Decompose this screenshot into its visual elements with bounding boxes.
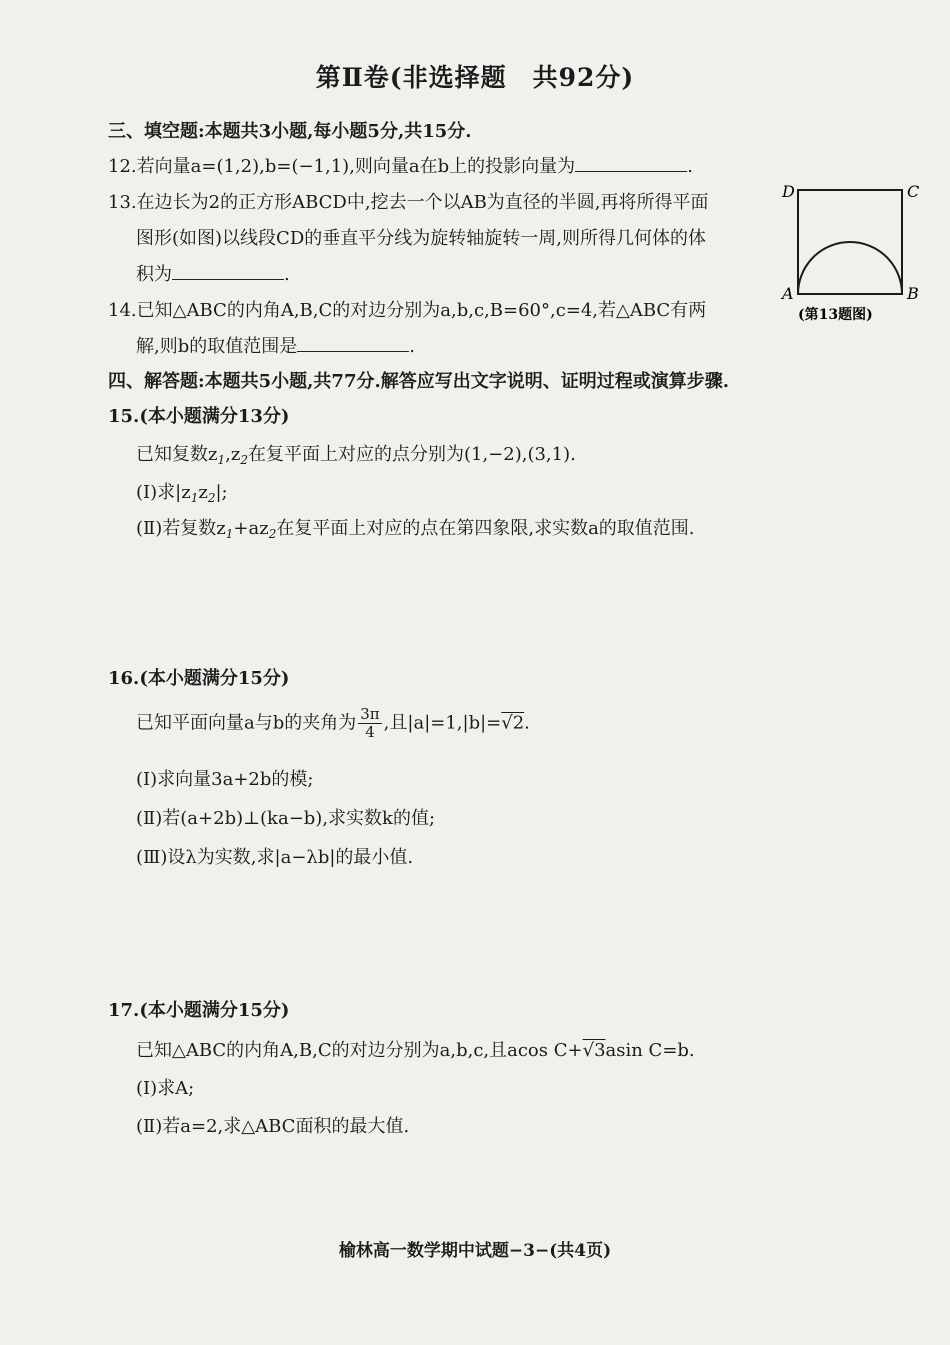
q15-part-1: (Ⅰ)求$|z_1z_2|$; xyxy=(136,482,228,505)
q15-p1-a: (Ⅰ)求|z xyxy=(136,482,191,503)
question-12 xyxy=(108,152,693,178)
q16-part-2: (Ⅱ)若(a+2b)⊥(ka−b),求实数k的值; xyxy=(136,808,436,829)
q13-text-3: 积为 xyxy=(136,264,172,285)
question-14-line-1 xyxy=(108,296,706,322)
q13-end: . xyxy=(284,264,290,285)
q16-intro xyxy=(136,706,530,741)
q17-intro-b: asin C=b. xyxy=(605,1040,695,1061)
q17-part-2: (Ⅱ)若a=2,求△ABC面积的最大值. xyxy=(136,1116,410,1137)
page-footer: 榆林高一数学期中试题−3−(共4页) xyxy=(338,1241,612,1261)
q12-text: 若向量a=(1,2),b=(−1,1),则向量a在b上的投影向量为 xyxy=(136,156,576,177)
label-B: B xyxy=(907,284,919,303)
label-C: C xyxy=(907,182,920,201)
q16-fraction: $\frac{3\pi}{4}$ xyxy=(360,705,380,741)
q16-part-3: (Ⅲ)设λ为实数,求|a−λb|的最小值. xyxy=(136,847,414,868)
q15-intro-c: 在复平面上对应的点分别为(1,−2),(3,1). xyxy=(247,444,576,465)
section-3-header: 三、填空题:本题共3小题,每小题5分,共15分. xyxy=(108,121,472,142)
label-D: D xyxy=(782,182,795,201)
question-13-line-2: 图形(如图)以线段CD的垂直平分线为旋转轴旋转一周,则所得几何体的体 xyxy=(136,228,706,249)
q16-part-1: (Ⅰ)求向量3a+2b的模; xyxy=(136,769,314,790)
q15-p2-a: (Ⅱ)若复数z xyxy=(136,518,226,539)
q17-intro xyxy=(136,1036,695,1062)
q16-intro-a: 已知平面向量a与b的夹角为 xyxy=(136,712,357,734)
q15-intro-a: 已知复数z xyxy=(136,444,218,465)
q15-intro-b: ,z xyxy=(225,444,241,465)
q13-figure xyxy=(776,178,926,326)
q15-p2-c: 在复平面上对应的点在第四象限,求实数a的取值范围. xyxy=(276,518,695,539)
q16-sqrt: √2 xyxy=(501,712,525,734)
q17-part-1: (Ⅰ)求A; xyxy=(136,1078,195,1099)
q12-answer-blank[interactable] xyxy=(575,153,687,172)
semicircle-arc xyxy=(798,242,902,294)
q14-number: 14. xyxy=(108,300,137,321)
label-A: A xyxy=(782,284,794,303)
q15-p2-b: +az xyxy=(233,518,269,539)
q15-p1-b: z xyxy=(198,482,208,503)
q13-text-1: 在边长为2的正方形ABCD中,挖去一个以AB为直径的半圆,再将所得平面 xyxy=(136,192,709,213)
q12-end: . xyxy=(687,156,693,177)
q13-number: 13. xyxy=(108,192,137,213)
question-13-line-1 xyxy=(108,188,709,214)
q16-heading: 16.(本小题满分15分) xyxy=(108,668,290,689)
q16-intro-b: ,且|a|=1,|b|= xyxy=(383,712,502,734)
figure-caption: (第13题图) xyxy=(798,307,873,323)
q12-number: 12. xyxy=(108,156,137,177)
q17-intro-a: 已知△ABC的内角A,B,C的对边分别为a,b,c,且acos C+ xyxy=(136,1040,583,1061)
q15-intro: 已知复数$z_1,z_2$在复平面上对应的点分别为(1,−2),(3,1). xyxy=(136,444,576,467)
q17-sqrt: √3 xyxy=(582,1040,606,1061)
q14-text-2: 解,则b的取值范围是 xyxy=(136,336,298,357)
q15-p1-c: |; xyxy=(215,482,228,503)
q16-intro-c: . xyxy=(524,712,530,734)
q17-heading: 17.(本小题满分15分) xyxy=(108,1000,290,1021)
q15-part-2: (Ⅱ)若复数$z_1+az_2$在复平面上对应的点在第四象限,求实数a的取值范围. xyxy=(136,518,695,541)
page-title: 第Ⅱ卷(非选择题 共92分) xyxy=(315,63,635,92)
q14-text-1: 已知△ABC的内角A,B,C的对边分别为a,b,c,B=60°,c=4,若△ABC有两 xyxy=(136,300,707,321)
q14-answer-blank[interactable] xyxy=(297,333,409,352)
q14-end: . xyxy=(409,336,415,357)
q15-heading: 15.(本小题满分13分) xyxy=(108,406,290,427)
question-14-line-2 xyxy=(136,332,415,358)
q13-answer-blank[interactable] xyxy=(172,261,284,280)
question-13-line-3 xyxy=(136,260,290,286)
section-4-header: 四、解答题:本题共5小题,共77分.解答应写出文字说明、证明过程或演算步骤. xyxy=(108,371,730,392)
